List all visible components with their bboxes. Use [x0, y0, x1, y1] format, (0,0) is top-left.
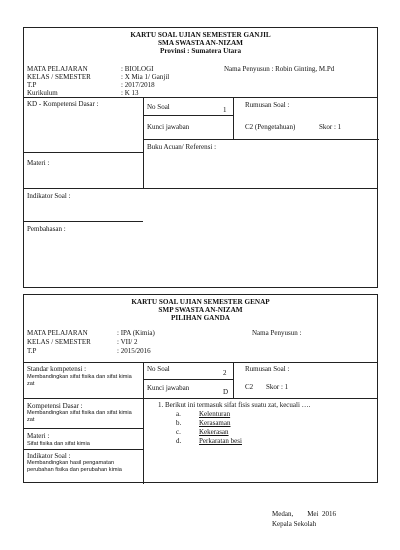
level-label: C2 — [245, 383, 254, 391]
question-text: 1. Berikut ini termasuk sifat fisis suatu zat, kecuali …. — [158, 401, 311, 409]
meta-value-curriculum: : K 13 — [121, 89, 139, 97]
author: Nama Penyusun : — [252, 329, 302, 337]
materi-label: Materi : — [27, 432, 50, 440]
kd-label: KD - Kompetensi Dasar : — [27, 100, 99, 108]
meta-value-class: : X Mia 1/ Ganjil — [121, 73, 170, 81]
divider — [24, 188, 377, 189]
divider — [24, 428, 143, 429]
option-letter-c: c. — [176, 428, 181, 436]
divider — [143, 139, 379, 140]
pembahasan-label: Pembahasan : — [27, 225, 66, 233]
materi-text: Sifat fisika dan sifat kimia — [27, 441, 90, 447]
divider — [233, 362, 234, 398]
kd-text: Membandingkan sifat fisika dan sifat kimia zat — [27, 410, 132, 423]
exam-card-even-semester — [23, 294, 378, 483]
meta-value-subject: : IPA (Kimia) — [117, 329, 155, 337]
option-text-c: Kekerasan — [199, 428, 229, 436]
sk-label: Standar kompetensi : — [27, 365, 87, 373]
divider — [143, 362, 144, 484]
divider — [24, 97, 377, 98]
score: Skor : 1 — [266, 383, 289, 391]
kunci-label: Kunci jawaban — [147, 384, 190, 392]
no-soal-value: 2 — [223, 369, 227, 377]
no-soal-value: 1 — [223, 106, 227, 114]
meta-label-subject: MATA PELAJARAN — [27, 65, 88, 73]
materi-label: Materi : — [27, 159, 50, 167]
option-letter-a: a. — [176, 410, 181, 418]
option-letter-d: d. — [176, 437, 182, 445]
meta-value-class: : VII/ 2 — [117, 338, 138, 346]
rumusan-label: Rumusan Soal : — [245, 365, 290, 373]
divider — [24, 449, 143, 450]
exam-card-odd-semester — [23, 27, 378, 288]
card-title: KARTU SOAL UJIAN SEMESTER GENAP — [131, 298, 270, 306]
indikator-label: Indikator Soal : — [27, 192, 71, 200]
province: Provinsi : Sumatera Utara — [159, 47, 242, 55]
kunci-value: D — [223, 388, 229, 396]
no-soal-label: No Soal — [147, 365, 170, 373]
meta-value-year: : 2015/2016 — [117, 347, 151, 355]
meta-label-subject: MATA PELAJARAN — [27, 329, 88, 337]
divider — [143, 97, 144, 188]
meta-label-class: KELAS / SEMESTER — [27, 338, 91, 346]
kunci-label: Kunci jawaban — [147, 123, 190, 131]
card-subtitle: PILIHAN GANDA — [171, 314, 230, 322]
author: Nama Penyusun : Robin Ginting, M.Pd — [224, 65, 335, 73]
divider — [24, 398, 377, 399]
meta-label-year: T.P — [27, 347, 37, 355]
school-name: SMA SWASTA AN-NIZAM — [158, 39, 243, 47]
meta-label-class: KELAS / SEMESTER — [27, 73, 91, 81]
option-letter-b: b. — [176, 419, 182, 427]
divider — [233, 97, 234, 139]
divider — [24, 221, 143, 222]
option-text-b: Kerasaman — [199, 419, 231, 427]
meta-value-year: : 2017/2018 — [121, 81, 155, 89]
indikator-text: Membandingkan hasil pengamatan perubahan fisika dan perubahan kimia — [27, 460, 122, 473]
rumusan-label: Rumusan Soal : — [245, 101, 290, 109]
option-text-a: Kelenturan — [199, 410, 231, 418]
meta-label-year: T.P — [27, 81, 37, 89]
school-name: SMP SWASTA AN-NIZAM — [158, 306, 243, 314]
reference-label: Buku Acuan/ Referensi : — [147, 143, 217, 151]
level-label: C2 (Pengetahuan) — [245, 123, 296, 131]
card-title: KARTU SOAL UJIAN SEMESTER GANJIL — [130, 31, 271, 39]
indikator-label: Indikator Soal : — [27, 452, 71, 460]
score: Skor : 1 — [319, 123, 342, 131]
signature-role: Kepala Sekolah — [272, 520, 317, 528]
meta-label-curriculum: Kurikulum — [27, 89, 58, 97]
kd-label: Kompetensi Dasar : — [27, 402, 83, 410]
divider — [143, 379, 233, 380]
divider — [143, 115, 233, 116]
divider — [24, 362, 377, 363]
divider — [24, 152, 143, 153]
option-text-d: Perkaratan besi — [199, 437, 242, 445]
no-soal-label: No Soal — [147, 103, 170, 111]
meta-value-subject: : BIOLOGI — [121, 65, 154, 73]
signature-place-date: Medan, Mei 2016 — [272, 510, 336, 518]
sk-text: Membandingkan sifat fisika dan sifat kimia zat — [27, 374, 132, 387]
